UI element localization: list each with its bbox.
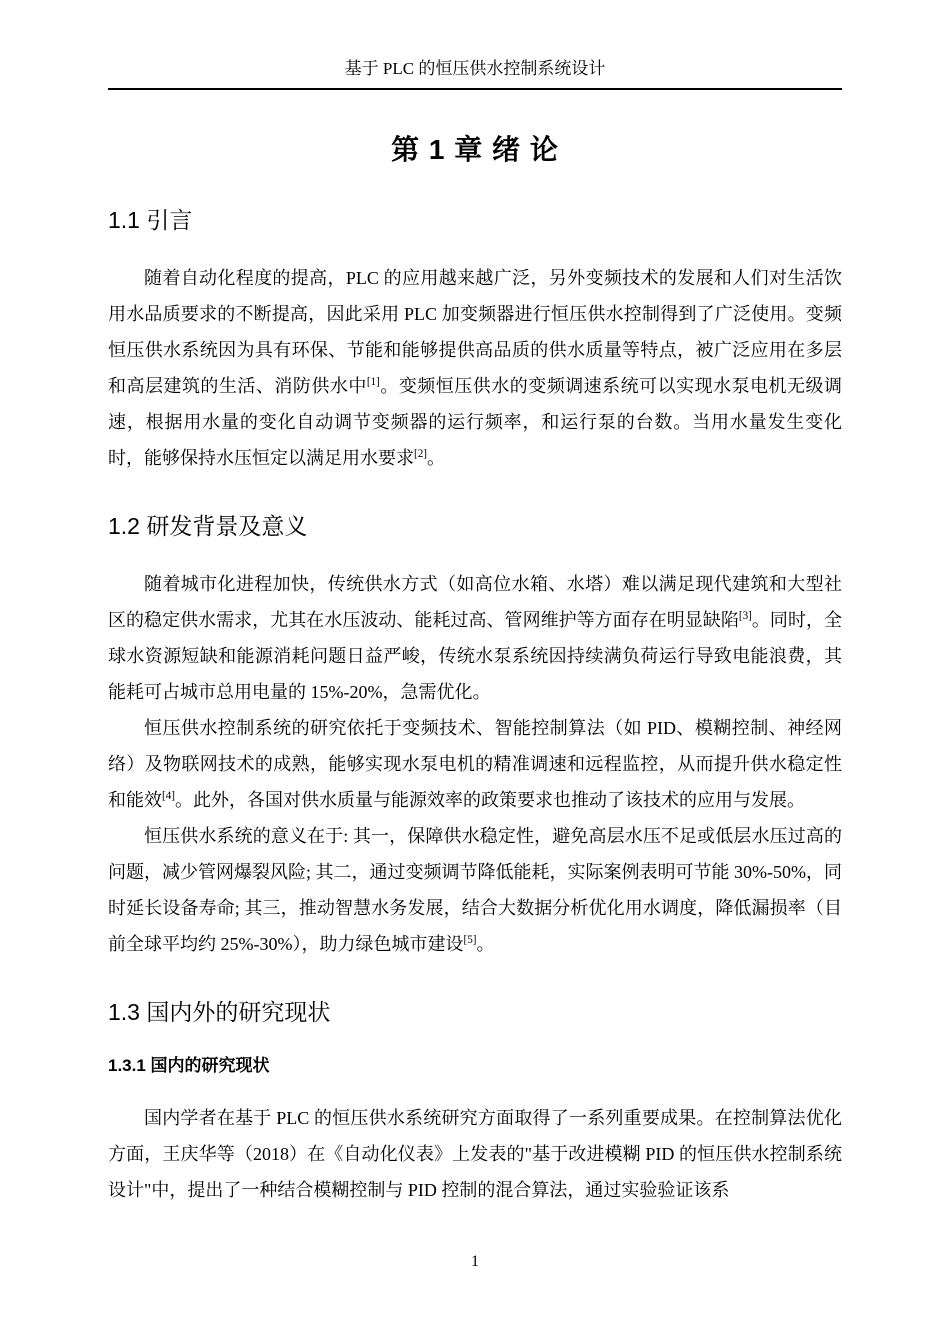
chapter-title: 第 1 章 绪 论: [391, 134, 559, 165]
paragraph-1-3-1-1: 国内学者在基于 PLC 的恒压供水系统研究方面取得了一系列重要成果。在控制算法优化方面，王庆华等（2018）在《自动化仪表》上发表的"基于改进模糊 PID 的恒压供水控制系统设计"中，提出了一种结合模糊控制与 PID 控制的混合算法，通过实验验证该系: [108, 1108, 842, 1200]
page-number: 1: [471, 1253, 479, 1270]
paragraph-1-2-2: 恒压供水控制系统的研究依托于变频技术、智能控制算法（如 PID、模糊控制、神经网络）及物联网技术的成熟，能够实现水泵电机的精准调速和远程监控，从而提升供水稳定性和能效[4]。此外，各国对供水质量与能源效率的政策要求也推动了该技术的应用与发展。: [108, 718, 842, 810]
paragraph-1-1-1: 随着自动化程度的提高，PLC 的应用越来越广泛，另外变频技术的发展和人们对生活饮用水品质要求的不断提高，因此采用 PLC 加变频器进行恒压供水控制得到了广泛使用。变频恒压供水系统因为具有环保、节能和能够提供高品质的供水质量等特点，被广泛应用在多层和高层建筑的生活、消防供水中[1]。变频恒压供水的变频调速系统可以实现水泵电机无级调速，根据用水量的变化自动调节变频器的运行频率，和运行泵的台数。当用水量发生变化时，能够保持水压恒定以满足用水要求[2]。: [108, 268, 843, 468]
paragraph-1-2-3: 恒压供水系统的意义在于: 其一，保障供水稳定性，避免高层水压不足或低层水压过高的问题，减少管网爆裂风险; 其二，通过变频调节降低能耗，实际案例表明可节能 30%-50%，同时延长设备寿命; 其三，推动智慧水务发展，结合大数据分析优化用水调度，降低漏损率（目前全球平均约 25%-30%），助力绿色城市建设[5]。: [108, 826, 842, 954]
section-heading-1-1: 1.1 引言: [108, 207, 193, 233]
paragraph-1-2-1: 随着城市化进程加快，传统供水方式（如高位水箱、水塔）难以满足现代建筑和大型社区的稳定供水需求，尤其在水压波动、能耗过高、管网维护等方面存在明显缺陷[3]。同时，全球水资源短缺和能源消耗问题日益严峻，传统水泵系统因持续满负荷运行导致电能浪费，其能耗可占城市总用电量的 15%-20%，急需优化。: [108, 574, 842, 702]
subsection-heading-1-3-1: 1.3.1 国内的研究现状: [108, 1056, 270, 1075]
section-heading-1-3: 1.3 国内外的研究现状: [108, 999, 331, 1025]
running-header-title: 基于 PLC 的恒压供水控制系统设计: [108, 58, 842, 90]
section-heading-1-2: 1.2 研发背景及意义: [108, 513, 308, 539]
